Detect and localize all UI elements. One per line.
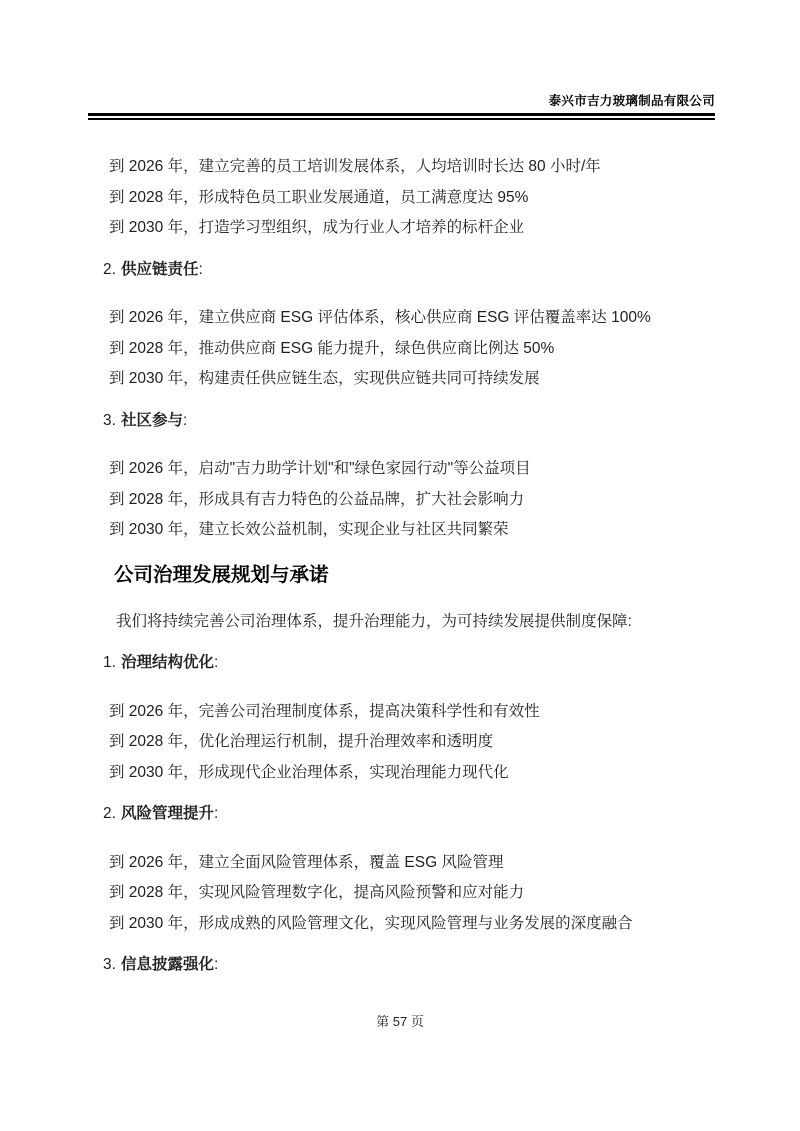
body-line: 到 2026 年，建立完善的员工培训发展体系，人均培训时长达 80 小时/年 [109, 158, 601, 175]
governance-intro-paragraph: 我们将持续完善公司治理体系，提升治理能力，为可持续发展提供制度保障: [116, 612, 632, 630]
section-colon: : [213, 956, 219, 973]
body-line: 到 2026 年，建立供应商 ESG 评估体系，核心供应商 ESG 评估覆盖率达 100% [109, 309, 651, 326]
body-line: 到 2026 年，建立全面风险管理体系，覆盖 ESG 风险管理 [109, 853, 504, 871]
section-heading-governance-structure [0, 648, 800, 679]
document-content [0, 152, 800, 981]
page-number: 第 57 页 [376, 1014, 424, 1029]
section-colon: : [213, 654, 219, 671]
section-number: 2. [103, 260, 116, 278]
risk-management-goal-group [0, 848, 800, 940]
section-title: 供应链责任 [120, 260, 199, 278]
governance-structure-goal-group [0, 697, 800, 789]
section-title: 治理结构优化 [120, 654, 214, 671]
section-title: 风险管理提升 [120, 805, 214, 822]
body-line: 到 2028 年，形成具有吉力特色的公益品牌，扩大社会影响力 [109, 490, 525, 508]
section-number: 2. [103, 805, 116, 822]
section-heading-community [0, 406, 800, 437]
body-line: 到 2028 年，形成特色员工职业发展通道，员工满意度达 95% [109, 188, 529, 206]
section-colon: : [213, 805, 219, 822]
body-line: 到 2028 年，实现风险管理数字化，提高风险预警和应对能力 [109, 884, 525, 901]
body-line: 到 2030 年，形成现代企业治理体系，实现治理能力现代化 [109, 763, 509, 781]
body-line: 到 2026 年，启动"吉力助学计划"和"绿色家园行动"等公益项目 [109, 460, 531, 477]
body-line: 到 2028 年，推动供应商 ESG 能力提升，绿色供应商比例达 50% [109, 339, 555, 357]
section-colon: : [198, 260, 203, 278]
body-line: 到 2026 年，完善公司治理制度体系，提高决策科学性和有效性 [109, 702, 540, 720]
header-rule [88, 113, 715, 120]
body-line: 到 2028 年，优化治理运行机制，提升治理效率和透明度 [109, 733, 494, 750]
section-number: 3. [103, 956, 116, 973]
body-line: 到 2030 年，打造学习型组织，成为行业人才培养的标杆企业 [109, 219, 525, 236]
section-title: 信息披露强化 [120, 956, 214, 973]
governance-section-heading: 公司治理发展规划与承诺 [114, 563, 329, 586]
section-heading-supply-chain [0, 255, 800, 286]
supply-chain-goal-group [0, 303, 800, 395]
body-line: 到 2030 年，建立长效公益机制，实现企业与社区共同繁荣 [109, 521, 509, 538]
section-colon: : [182, 411, 188, 429]
body-line: 到 2030 年，构建责任供应链生态，实现供应链共同可持续发展 [109, 370, 540, 387]
community-goal-group [0, 454, 800, 546]
employee-goal-group [0, 152, 800, 244]
section-heading-info-disclosure [0, 950, 800, 981]
section-number: 1. [103, 654, 116, 671]
page-footer [0, 1013, 800, 1031]
section-number: 3. [103, 411, 116, 429]
section-title: 社区参与 [120, 411, 183, 429]
body-line: 到 2030 年，形成成熟的风险管理文化，实现风险管理与业务发展的深度融合 [109, 914, 633, 932]
company-name: 泰兴市吉力玻璃制品有限公司 [548, 94, 715, 108]
section-heading-risk-management [0, 799, 800, 830]
page-header [88, 93, 715, 120]
